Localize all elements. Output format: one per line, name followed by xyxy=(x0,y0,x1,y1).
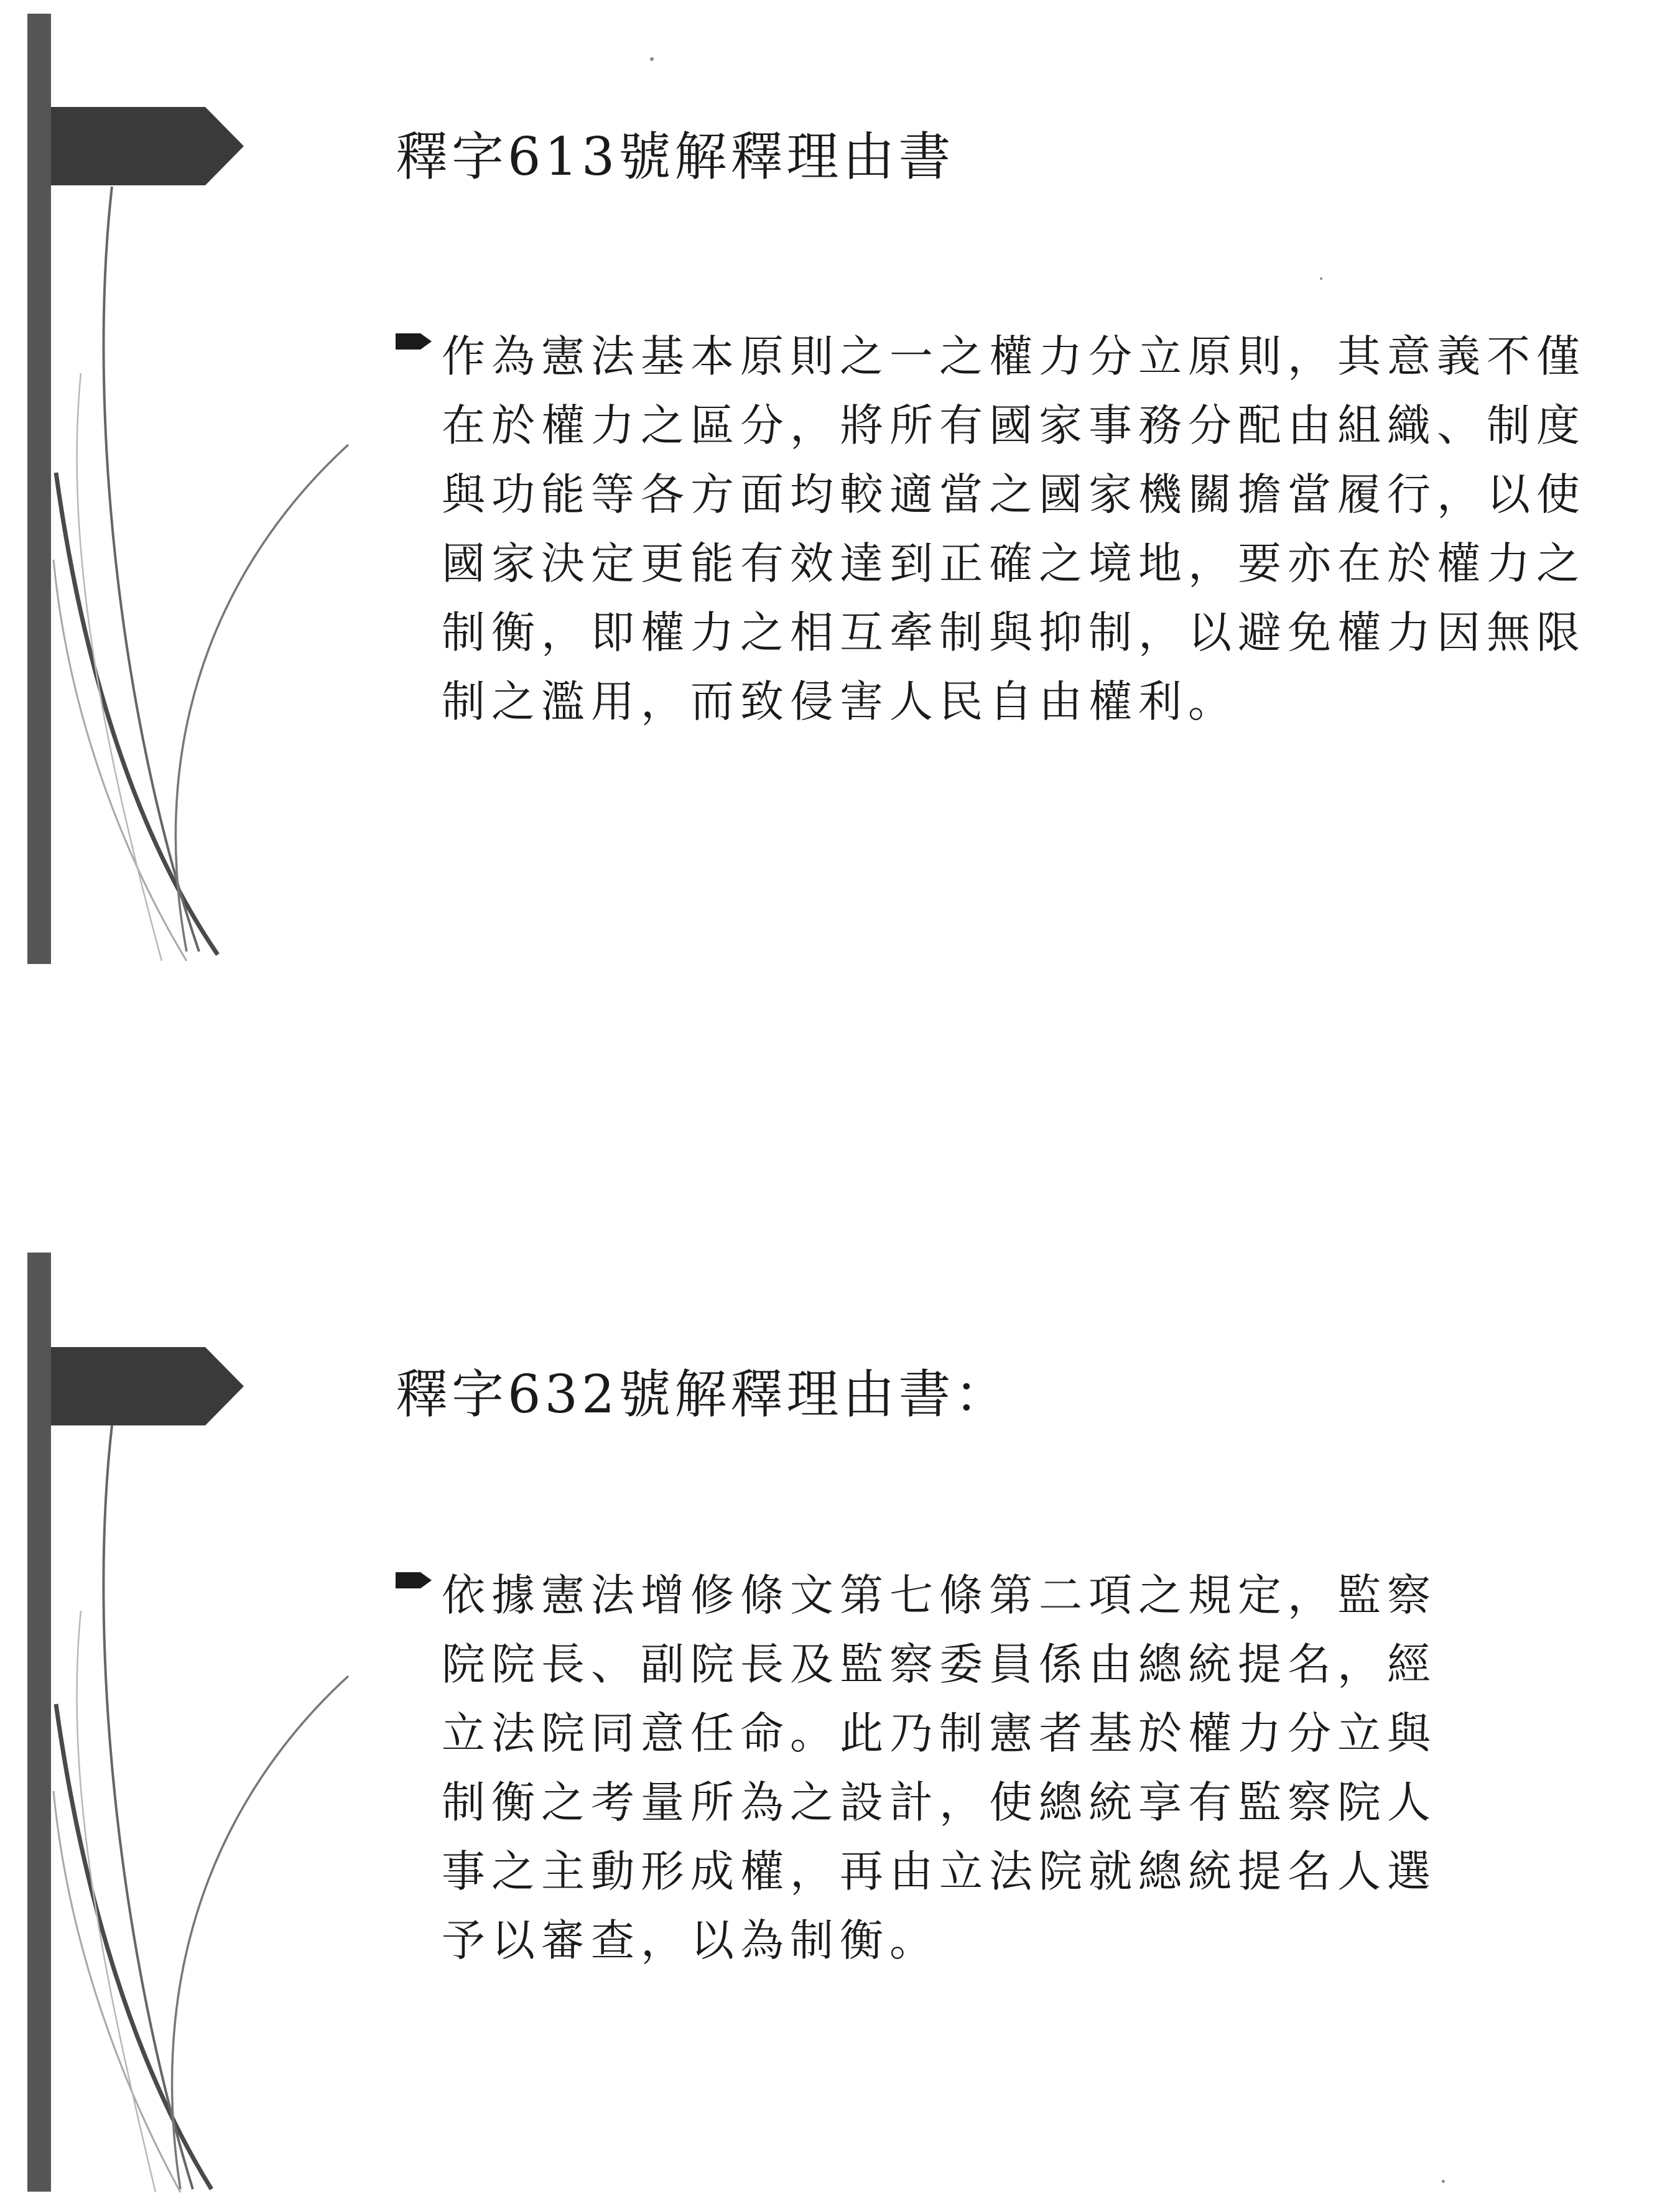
grass-stroke xyxy=(103,1425,193,2189)
bullet-text-line: 制衡之考量所為之設計，使總統享有監察院人 xyxy=(442,1777,1437,1828)
sign-post xyxy=(27,14,51,964)
signpost-decoration xyxy=(0,0,398,970)
bullet-text-line: 制衡，即權力之相互牽制與抑制，以避免權力因無限 xyxy=(442,607,1586,658)
grass-stroke xyxy=(175,445,348,952)
bullet-text-line: 院院長、副院長及監察委員係由總統提名，經 xyxy=(442,1639,1437,1690)
slide-632 xyxy=(0,1244,1680,2196)
bullet-text-line: 制之濫用，而致侵害人民自由權利。 xyxy=(442,676,1238,727)
bullet-text xyxy=(442,322,1586,736)
sign-arrow xyxy=(51,1347,244,1425)
slide-title: 釋字613號解釋理由書 xyxy=(396,126,955,187)
arrow-bullet-icon xyxy=(396,1570,433,1591)
sign-arrow xyxy=(51,107,244,185)
bullet-text-line: 國家決定更能有效達到正確之境地，要亦在於權力之 xyxy=(442,538,1586,589)
slide-613 xyxy=(0,0,1680,970)
sign-post xyxy=(27,1253,51,2192)
scan-speck xyxy=(1320,277,1322,280)
bullet-text-line: 與功能等各方面均較適當之國家機關擔當履行，以使 xyxy=(442,469,1586,520)
grass-stroke xyxy=(77,1611,155,2192)
grass-stroke xyxy=(77,373,162,961)
grass-stroke xyxy=(53,1791,180,2192)
bullet-item xyxy=(396,1561,1577,1975)
bullet-text-line: 予以審查，以為制衡。 xyxy=(442,1915,939,1966)
arrow-bullet-icon xyxy=(396,331,433,352)
slide-title: 釋字632號解釋理由書： xyxy=(396,1364,1011,1425)
bullet-text-line: 立法院同意任命。此乃制憲者基於權力分立與 xyxy=(442,1708,1437,1759)
bullet-item xyxy=(396,322,1586,736)
bullet-text-line: 依據憲法增修條文第七條第二項之規定，監察 xyxy=(442,1570,1437,1621)
grass-stroke xyxy=(172,1676,348,2189)
scan-speck xyxy=(650,57,654,61)
signpost-decoration xyxy=(0,1244,398,2196)
grass-stroke xyxy=(53,560,187,961)
bullet-text-line: 作為憲法基本原則之一之權力分立原則，其意義不僅 xyxy=(442,331,1586,382)
bullet-text-line: 事之主動形成權，再由立法院就總統提名人選 xyxy=(442,1846,1437,1897)
bullet-text-line: 在於權力之區分，將所有國家事務分配由組織、制度 xyxy=(442,400,1586,451)
bullet-text xyxy=(442,1561,1577,1975)
scan-speck xyxy=(1442,2180,1445,2183)
